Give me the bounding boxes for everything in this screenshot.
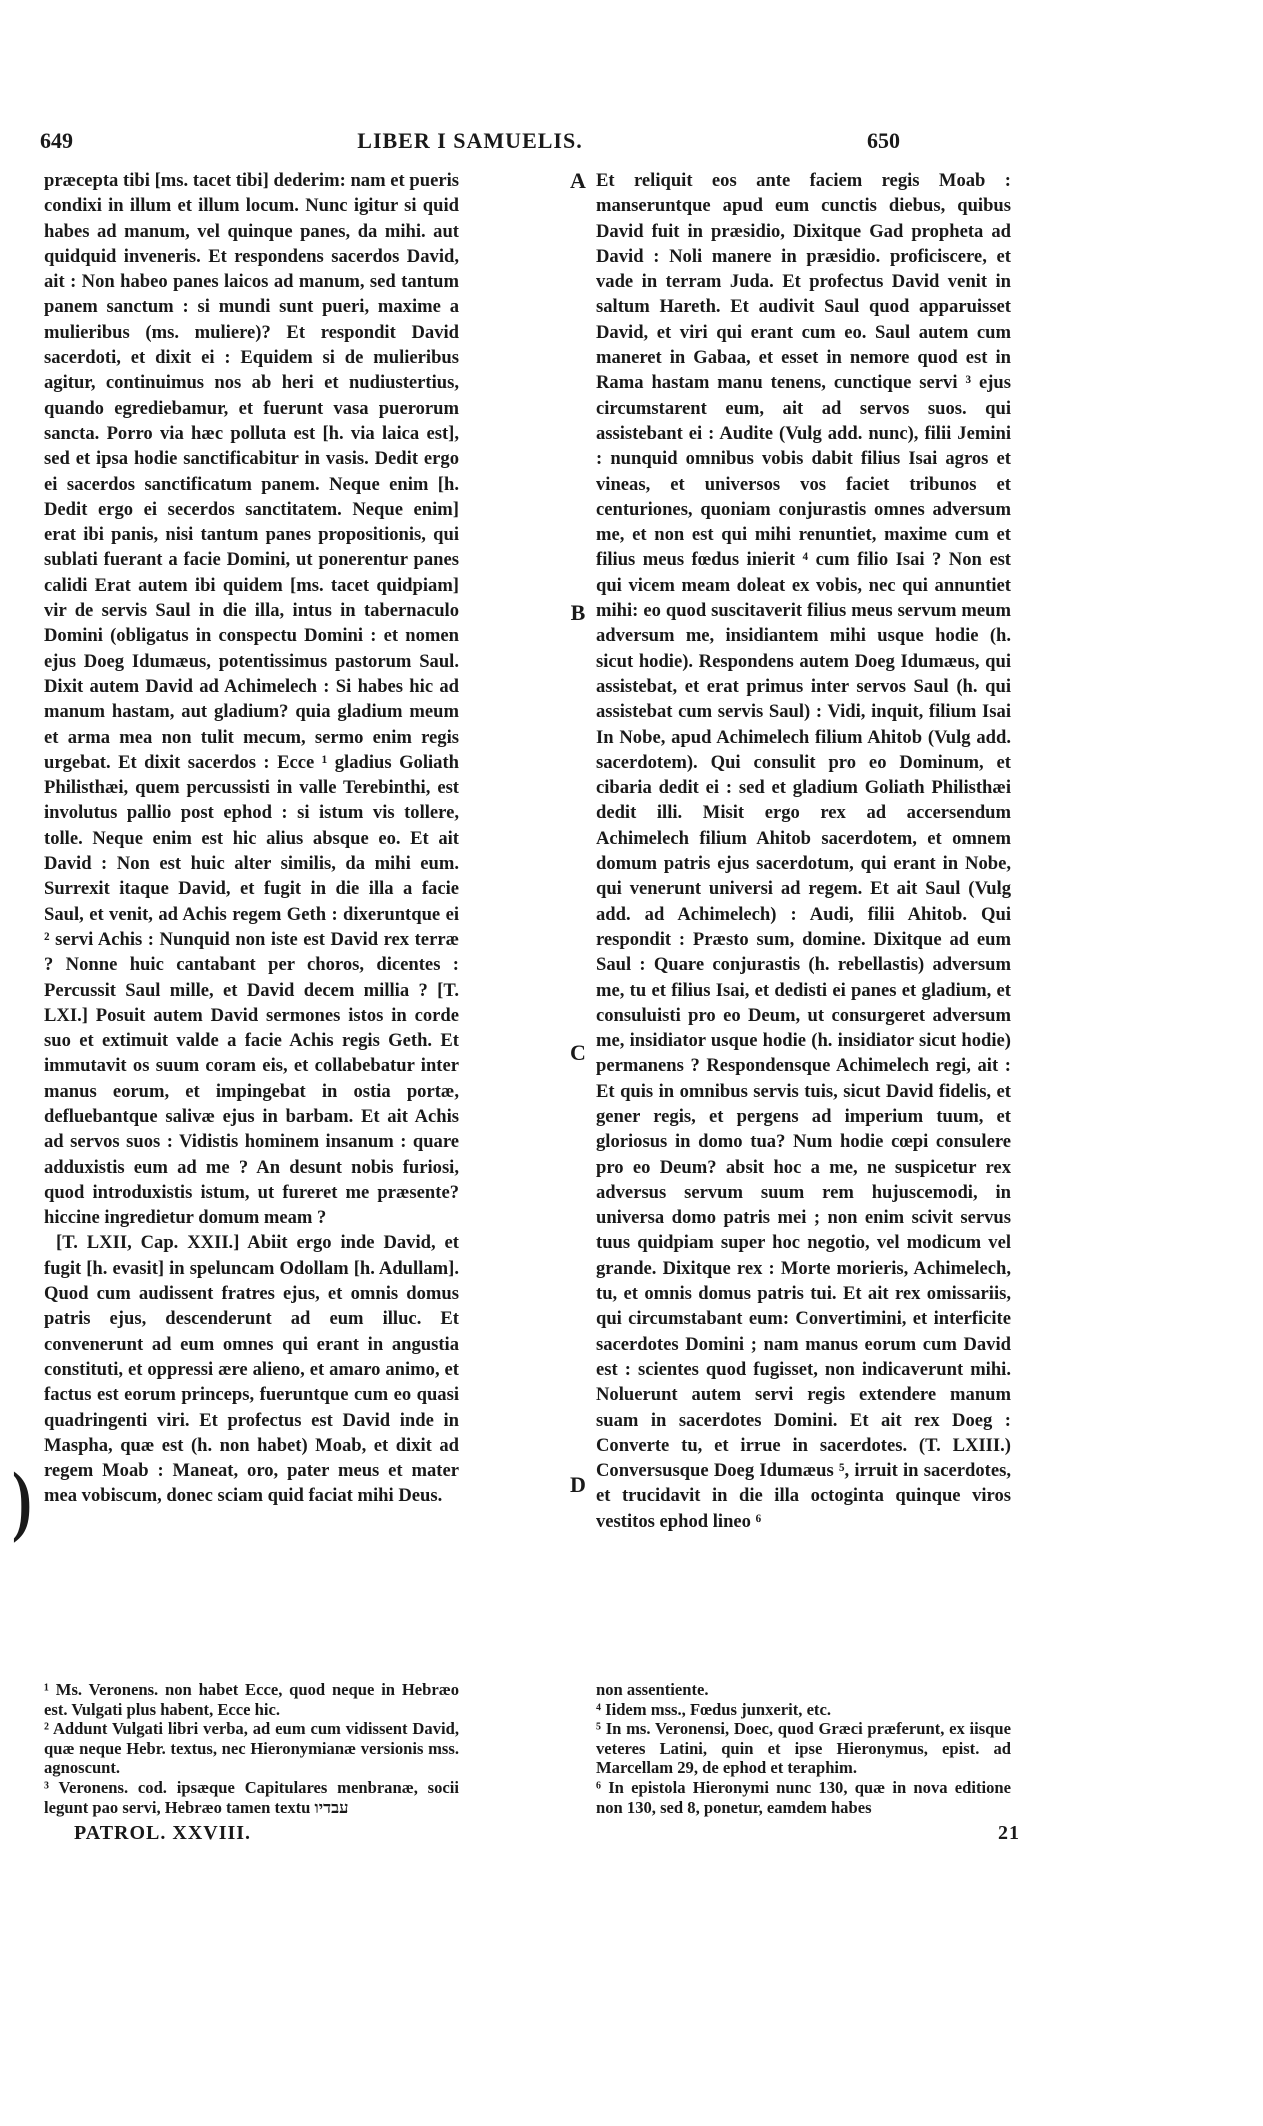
left-column bbox=[44, 168, 459, 1509]
footnote: ⁵ In ms. Veronensi, Doec, quod Græci præferunt, ex iisque veteres Latini, quin et ipse Hieronymus, epist. ad Marcellam 29, de ephod et teraphim. bbox=[596, 1719, 1011, 1778]
footnote: ³ Veronens. cod. ipsæque Capitulares menbranæ, socii legunt pao servi, Hebræo tamen textu עבדיו bbox=[44, 1777, 459, 1817]
footnote: ⁴ Iidem mss., Fœdus junxerit, etc. bbox=[596, 1699, 831, 1719]
footnotes-right bbox=[596, 1680, 1011, 1817]
left-paragraph: [T. LXII, Cap. XXII.] Abiit ergo inde David, et fugit [h. evasit] in speluncam Odollam [h. Adullam]. Quod cum audissent fratres ejus, et omnis domus patris ejus, descenderunt ad eum illuc. Et convenerunt ad eum omnes qui erant in angustia constituti, et oppressi ære alieno, et amaro animo, et factus est eorum princeps, fueruntque cum eo quasi quadringenti viri. Et profectus est David inde in Maspha, quæ est (h. non habet) Moab, et dixit ad regem Moab : Maneat, oro, pater meus et mater mea vobiscum, donec sciam quid faciat mihi Deus. bbox=[44, 1232, 459, 1507]
gathering-signature: 21 bbox=[998, 1822, 1020, 1844]
margin-marker-a: A bbox=[570, 168, 586, 193]
footnotes-left bbox=[44, 1680, 459, 1817]
page-number-left: 649 bbox=[40, 128, 73, 153]
footnote: ⁶ In epistola Hieronymi nunc 130, quæ in nova editione non 130, sed 8, ponetur, eamdem habes bbox=[596, 1777, 1011, 1817]
right-column bbox=[596, 168, 1011, 1534]
volume-signature: PATROL. XXVIII. bbox=[74, 1822, 252, 1844]
footnote: ¹ Ms. Veronens. non habet Ecce, quod neque in Hebræo est. Vulgati plus habent, Ecce hic. bbox=[44, 1680, 459, 1719]
running-title: LIBER I SAMUELIS. bbox=[357, 128, 583, 153]
margin-marker-b: B bbox=[570, 600, 586, 625]
right-paragraph: Et reliquit eos ante faciem regis Moab : manseruntque apud eum cunctis diebus, quibus David fuit in præsidio, Dixitque Gad propheta ad David : Noli manere in præsidio. proficiscere, et vade in terram Juda. Et profectus David venit in saltum Hareth. Et audivit Saul quod apparuisset David, et viri qui erant cum eo. Saul autem cum maneret in Gabaa, et esset in nemore quod est in Rama hastam manu tenens, cunctique servi ³ ejus circumstarent eum, ait ad servos suos. qui assistebant ei : Audite (Vulg add. nunc), filii Jemini : nunquid omnibus vobis dabit filius Isai agros et vineas, et universos vos faciet tribunos et centuriones, quoniam conjurastis omnes adversum me, et non est qui mihi renuntiet, maxime cum et filius meus fœdus inierit ⁴ cum filio Isai ? Non est qui vicem meam doleat ex vobis, nec qui annuntiet mihi: eo quod suscitaverit filius meus servum meum adversum me, insidiantem mihi usque hodie (h. sicut hodie). Respondens autem Doeg Idumæus, qui assistebat, et erat primus inter servos Saul (h. qui assistebat cum servis Saul) : Vidi, inquit, filium Isai In Nobe, apud Achimelech filium Ahitob (Vulg add. sacerdotem). Qui consulit pro eo Dominum, et cibaria dedit ei : sed et gladium Goliath Philisthæi dedit illi. Misit ergo rex ad accersendum Achimelech filium Ahitob sacerdotem, et omnem domum patris ejus sacerdotum, qui erant in Nobe, qui venerunt universi ad regem. Et ait Saul (Vulg add. ad Achimelech) : Audi, filii Ahitob. Qui respondit : Præsto sum, domine. Dixitque ad eum Saul : Quare conjurastis (h. rebellastis) adversum me, tu et filius Isai, et dedisti ei panes et gladium, et consuluisti pro eo Deum, ut consurgeret adversum me, insidiator usque hodie (h. insidiator sicut hodie) permanens ? Respondensque Achimelech regi, ait : Et quis in omnibus servis tuis, sicut David fidelis, et gener regis, et pergens ad imperium tuum, et gloriosus in domo tua? Num hodie cœpi consulere pro eo Deum? absit hoc a me, ne suspicetur rex adversus servum suum rem hujuscemodi, in universa domo patris mei ; non enim scivit servus tuus quidpiam super hoc negotio, vel modicum vel grande. Dixitque rex : Morte morieris, Achimelech, tu, et omnis domus patris tui. Et ait rex omissariis, qui circumstabant eum: Convertimini, et interficite sacerdotes Domini ; nam manus eorum cum David est : scientes quod fugisset, non indicaverunt mihi. Noluerunt autem servi regis extendere manum suam in sacerdotes Domini. Et ait rex Doeg : Converte tu, et irrue in sacerdotes. (T. LXIII.) Conversusque Doeg Idumæus ⁵, irruit in sacerdotes, et trucidavit in die illa octoginta quinque viros vestitos ephod lineo ⁶ bbox=[596, 170, 1011, 1532]
footnote: non assentiente. bbox=[596, 1680, 709, 1699]
running-header bbox=[40, 128, 900, 162]
margin-bracket: ) bbox=[12, 1456, 32, 1543]
margin-marker-d: D bbox=[570, 1472, 586, 1497]
left-paragraph: præcepta tibi [ms. tacet tibi] dederim: nam et pueris condixi in illum et illum locum. Nunc igitur si quid habes ad manum, vel quinque panes, da mihi. aut quidquid inveneris. Et respondens sacerdos David, ait : Non habeo panes laicos ad manum, sed tantum panem sanctum : si mundi sunt pueri, maxime a mulieribus (ms. muliere)? Et respondit David sacerdoti, et dixit ei : Equidem si de mulieribus agitur, continuimus nos ab heri et nudiustertius, quando egrediebamur, et fuerunt vasa puerorum sancta. Porro via hæc polluta est [h. via laica est], sed et ipsa hodie sanctificabitur in vasis. Dedit ergo ei sacerdos sanctificatum panem. Neque enim [h. Dedit ergo ei secerdos sanctitatem. Neque enim] erat ibi panis, nisi tantum panes propositionis, qui sublati fuerant a facie Domini, ut ponerentur panes calidi Erat autem ibi quidem [ms. tacet quidpiam] vir de servis Saul in die illa, intus in tabernaculo Domini (obligatus in conspectu Domini : et nomen ejus Doeg Idumæus, potentissimus pastorum Saul. Dixit autem David ad Achimelech : Si habes hic ad manum hastam, aut gladium? quia gladium meum et arma mea non tulit mecum, sermo enim regis urgebat. Et dixit sacerdos : Ecce ¹ gladius Goliath Philisthæi, quem percussisti in valle Terebinthi, est involutus pallio post ephod : si istum vis tollere, tolle. Neque enim est hic alius absque eo. Et ait David : Non est huic alter similis, da mihi eum. Surrexit itaque David, et fugit in die illa a facie Saul, et venit, ad Achis regem Geth : dixeruntque ei ² servi Achis : Nunquid non iste est David rex terræ ? Nonne huic cantabant per choros, dicentes : Percussit Saul mille, et David decem millia ? [T. LXI.] Posuit autem David sermones istos in corde suo et extimuit valde a facie Achis regis Geth. Et immutavit os suum coram eis, et collabebatur inter manus eorum, et impingebat in ostia portæ, defluebantque salivæ ejus in barbam. Et ait Achis ad servos suos : Vidistis hominem insanum : quare adduxistis eum ad me ? An desunt nobis furiosi, quod introduxistis istum, ut fureret me præsente? hiccine ingredietur domum meam ? bbox=[44, 170, 459, 1229]
page-number-right: 650 bbox=[867, 128, 900, 153]
footnote: ² Addunt Vulgati libri verba, ad eum cum vidissent David, quæ neque Hebr. textus, nec Hieronymianæ versionis mss. agnoscunt. bbox=[44, 1719, 459, 1778]
margin-marker-c: C bbox=[570, 1040, 586, 1065]
